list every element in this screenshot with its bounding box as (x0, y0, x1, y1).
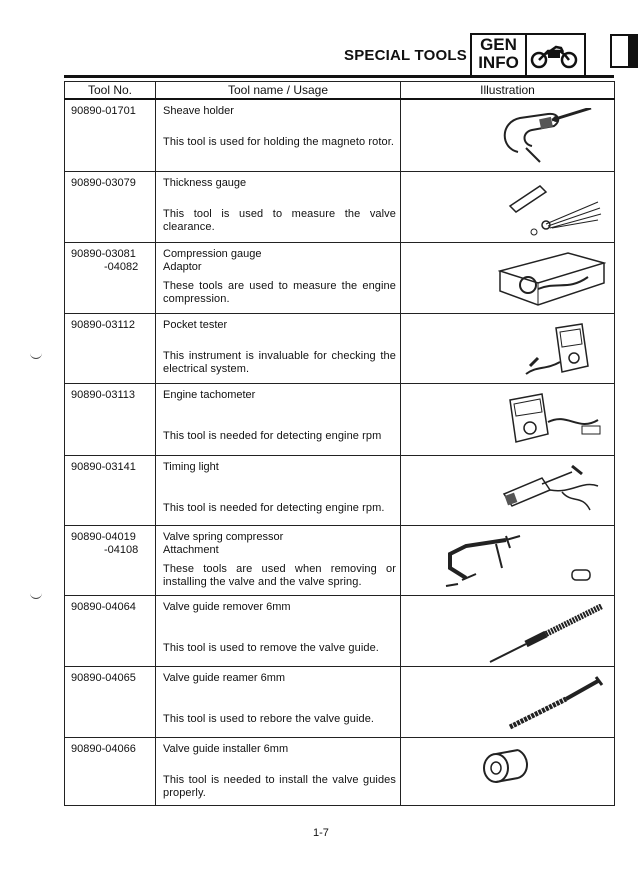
sheave-holder-icon (496, 108, 606, 164)
tachometer-icon (498, 392, 606, 450)
special-tools-table (64, 81, 615, 806)
pocket-tester-icon (516, 322, 606, 380)
tool-name-cell (156, 595, 401, 666)
tool-number-cell (65, 666, 156, 737)
margin-mark (30, 592, 42, 599)
tool-usage: This tool is needed to install the valve guides properly. (163, 773, 396, 799)
tool-number-sub: -04108 (104, 543, 139, 556)
tool-number-cell (65, 171, 156, 242)
tool-name-cell (156, 383, 401, 455)
page-title: SPECIAL TOOLS (344, 47, 467, 64)
column-header: Tool name / Usage (156, 82, 401, 100)
illustration-cell (401, 383, 615, 455)
tool-name-cell (156, 455, 401, 525)
tool-number: 90890-01701 (71, 105, 136, 117)
table-row (65, 313, 615, 383)
illustration-cell (401, 99, 615, 171)
tool-number-cell (65, 242, 156, 313)
page-number: 1-7 (313, 827, 329, 839)
tool-name-cell (156, 737, 401, 805)
table-row (65, 595, 615, 666)
tool-number: 90890-03081 (71, 247, 136, 260)
tool-number-cell (65, 455, 156, 525)
tool-name: Valve spring compressor (163, 530, 284, 543)
table-row (65, 666, 615, 737)
tool-number-cell (65, 383, 156, 455)
valve-guide-installer-icon (474, 746, 554, 796)
tool-name: Engine tachometer (163, 388, 256, 401)
column-header: Tool No. (65, 82, 156, 100)
tool-number-sub: -04082 (104, 260, 139, 273)
tool-name-cell (156, 666, 401, 737)
illustration-cell (401, 666, 615, 737)
section-tab-letter (628, 34, 638, 68)
tool-name: Timing light (163, 460, 219, 473)
tool-name: Pocket tester (163, 318, 228, 331)
tool-name-cell (156, 99, 401, 171)
tool-usage: These tools are used to measure the engine compression. (163, 279, 396, 305)
section-badge (470, 33, 586, 77)
table-row (65, 171, 615, 242)
tool-number: 90890-04064 (71, 600, 136, 613)
tool-name-cell (156, 313, 401, 383)
tool-number: 90890-04019 (71, 530, 136, 543)
tool-name-sub: Adaptor (163, 260, 202, 273)
tool-usage: This tool is used to rebore the valve guide. (163, 712, 375, 725)
tool-number: 90890-03079 (71, 176, 136, 189)
motorcycle-icon (530, 41, 578, 69)
tool-number: 90890-04066 (71, 742, 136, 755)
tool-name: Valve guide installer 6mm (163, 742, 289, 755)
table-header-row (65, 82, 615, 100)
table-row (65, 99, 615, 171)
valve-guide-remover-icon (486, 604, 606, 664)
tool-number-cell (65, 525, 156, 595)
tool-name-cell (156, 525, 401, 595)
table-row (65, 242, 615, 313)
tool-number: 90890-03112 (71, 318, 136, 331)
tool-number-cell (65, 737, 156, 805)
margin-mark (30, 352, 42, 359)
tool-name: Compression gauge (163, 247, 262, 260)
tool-name-cell (156, 171, 401, 242)
table-row (65, 737, 615, 805)
illustration-cell (401, 313, 615, 383)
tool-usage: This tool is used to remove the valve guide. (163, 641, 379, 654)
tool-name: Valve guide remover 6mm (163, 600, 291, 613)
table-row (65, 525, 615, 595)
tool-name-sub: Attachment (163, 543, 219, 556)
tool-name-cell (156, 242, 401, 313)
column-header: Illustration (401, 82, 615, 100)
table-row (65, 383, 615, 455)
tool-number: 90890-03141 (71, 460, 136, 473)
tool-number: 90890-04065 (71, 671, 136, 684)
tool-usage: This tool is needed for detecting engine rpm (163, 429, 382, 442)
tool-usage: This tool is used to measure the valve clearance. (163, 207, 396, 233)
tool-usage: This tool is used for holding the magneto rotor. (163, 136, 395, 148)
compression-gauge-icon (498, 251, 606, 307)
illustration-cell (401, 171, 615, 242)
illustration-cell (401, 242, 615, 313)
tool-usage: This tool is needed for detecting engine rpm. (163, 501, 385, 514)
timing-light-icon (502, 464, 606, 520)
tool-name: Valve guide reamer 6mm (163, 671, 286, 684)
tool-name: Sheave holder (163, 105, 234, 117)
valve-guide-reamer-icon (506, 675, 606, 731)
badge-line-info: INFO (478, 53, 519, 72)
badge-line-gen: GEN (480, 35, 517, 54)
tool-number-cell (65, 99, 156, 171)
thickness-gauge-icon (506, 180, 606, 236)
badge-text (472, 35, 527, 75)
tool-number: 90890-03113 (71, 388, 136, 401)
illustration-cell (401, 525, 615, 595)
illustration-cell (401, 737, 615, 805)
illustration-cell (401, 455, 615, 525)
valve-spring-compressor-icon (436, 534, 606, 592)
table-row (65, 455, 615, 525)
tool-usage: These tools are used when removing or installing the valve and the valve spring. (163, 562, 396, 588)
tool-number-cell (65, 595, 156, 666)
tool-usage: This instrument is invaluable for checking the electrical system. (163, 349, 396, 375)
tool-name: Thickness gauge (163, 176, 247, 189)
tool-number-cell (65, 313, 156, 383)
illustration-cell (401, 595, 615, 666)
header-rule (64, 75, 614, 78)
